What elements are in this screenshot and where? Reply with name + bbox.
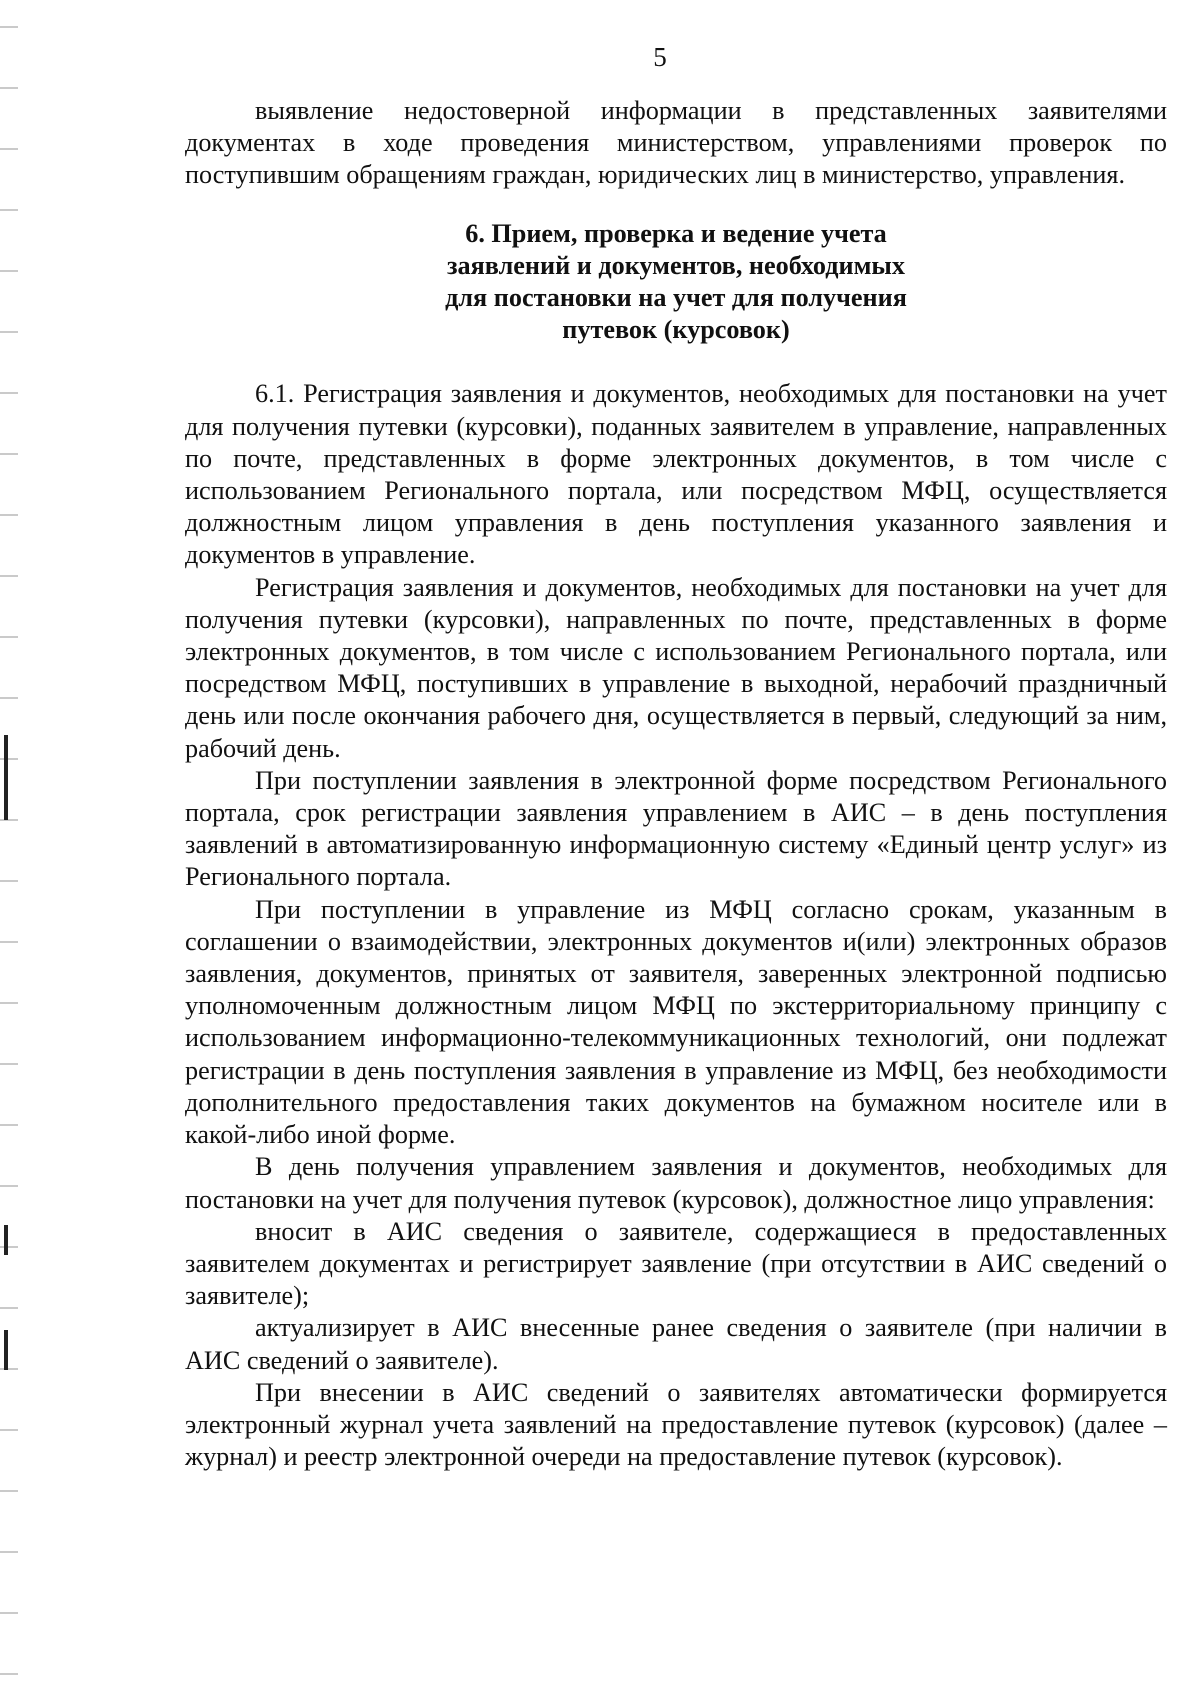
paragraph-official-duties: В день получения управлением заявления и документов, необходимых для постановки на учет для получения путевок (курсовок), должностное лицо управления: [185,1152,1167,1214]
paragraph-duty-update-data: актуализирует в АИС внесенные ранее сведения о заявителе (при наличии в АИС сведений о заявителе). [185,1313,1167,1375]
paragraph-duty-enter-data: вносит в АИС сведения о заявителе, содержащиеся в предоставленных заявителем документах и регистрирует заявление (при отсутствии в АИС сведений о заявителе); [185,1216,1167,1311]
document-body [185,95,1167,1473]
section-heading [185,218,1167,347]
paragraph-registration-offhours: Регистрация заявления и документов, необходимых для постановки на учет для получения путевки (курсовки), направленных по почте, представленных в форме электронных документов, в том числе с использованием Регионального портала, или посредством МФЦ, поступивших в управление в выходной, нерабочий праздничный день или после окончания рабочего дня, осуществляется в первый, следующий за ним, рабочий день. [185,572,1167,763]
scan-edge-artifact [0,0,18,1697]
paragraph-mfc: При поступлении в управление из МФЦ согласно срокам, указанным в соглашении о взаимодействии, электронных документов и(или) электронных образов заявления, документов, принятых от заявителя, заверенных электронной подписью уполномоченным должностным лицом МФЦ по экстерриториальному принципу с использованием информационно-телекоммуникационных технологий, они подлежат регистрации в день поступления заявления в управление из МФЦ, без необходимости дополнительного предоставления таких документов на бумажном носителе или в какой-либо иной форме. [185,894,1167,1150]
section-heading-line: путевок (курсовок) [562,315,790,345]
section-heading-line: для постановки на учет для получения [445,283,907,313]
paragraph-6-1: 6.1. Регистрация заявления и документов, необходимых для постановки на учет для получения путевки (курсовки), поданных заявителем в управление, направленных по почте, представленных в форме электронных документов, в том числе с использованием Регионального портала, или посредством МФЦ, осуществляется должностным лицом управления в день поступления указанного заявления и документов в управление. [185,379,1167,570]
scan-edge-mark [4,1225,8,1255]
intro-paragraph: выявление недостоверной информации в представленных заявителями документах в ходе проведения министерством, управлениями проверок по поступившим обращениям граждан, юридических лиц в министерство, управления. [185,96,1167,190]
section-heading-line: заявлений и документов, необходимых [447,250,905,280]
section-heading-line: 6. Прием, проверка и ведение учета [465,218,887,248]
page-number: 5 [653,42,667,72]
scan-edge-mark [4,735,8,820]
scan-edge-mark [4,1330,8,1370]
paragraph-electronic-journal: При внесении в АИС сведений о заявителях автоматически формируется электронный журнал учета заявлений на предоставление путевок (курсовок) (далее – журнал) и реестр электронной очереди на предоставление путевок (курсовок). [185,1377,1167,1472]
paragraph-regional-portal: При поступлении заявления в электронной форме посредством Регионального портала, срок регистрации заявления управлением в АИС – в день поступления заявлений в автоматизированную информационную систему «Единый центр услуг» из Регионального портала. [185,765,1167,892]
